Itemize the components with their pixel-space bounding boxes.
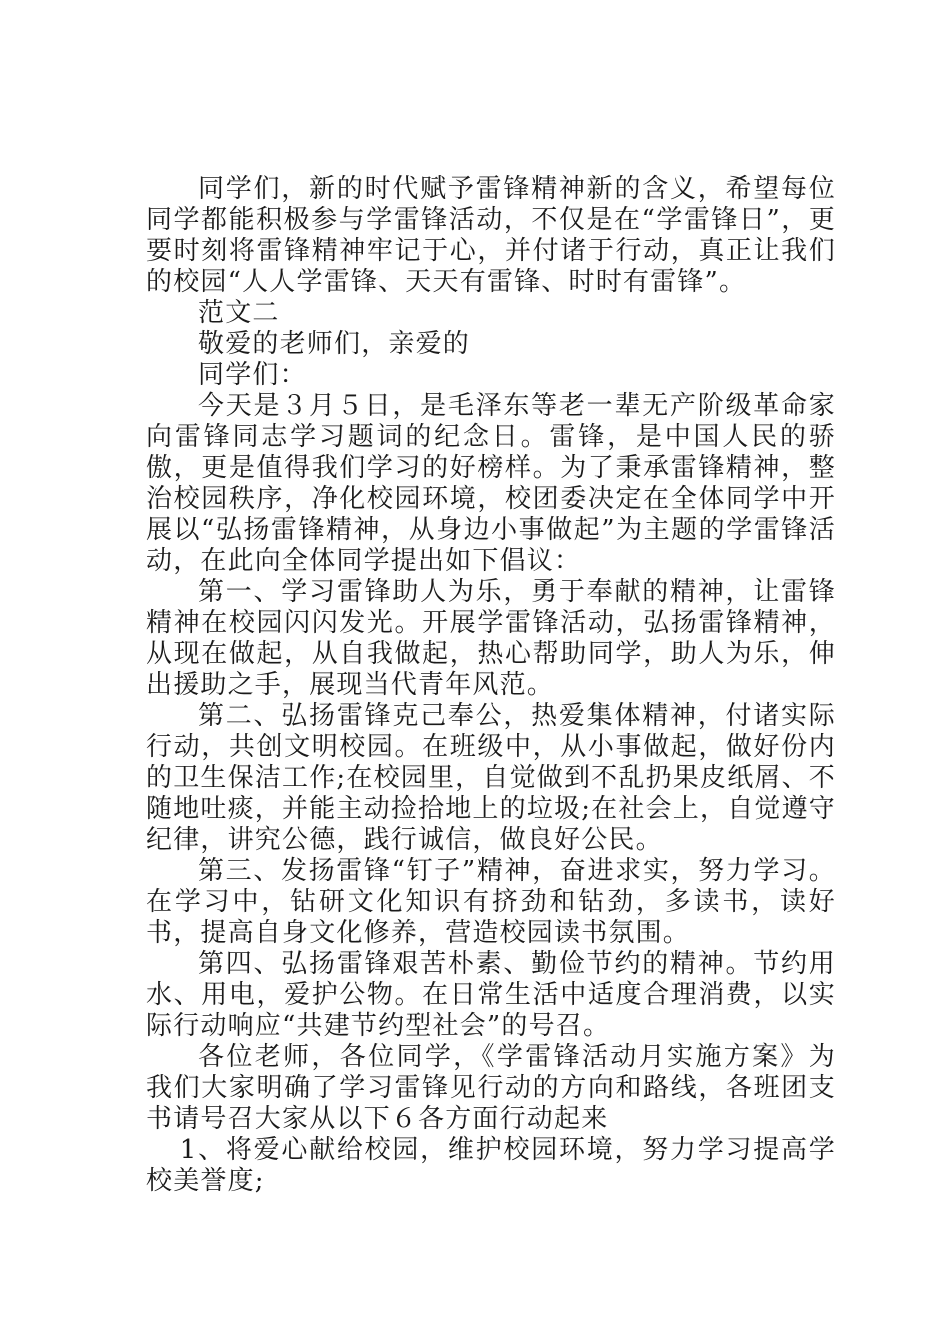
list-item-one: 1、将爱心献给校园，维护校园环境，努力学习提高学校美誉度; — [146, 1135, 836, 1196]
paragraph-call-to-action: 各位老师，各位同学，《学雷锋活动月实施方案》为我们大家明确了学习雷锋见行动的方向和路线，各班团支书请号召大家从以下６各方面行动起来 — [146, 1042, 836, 1134]
paragraph-closing-appeal: 同学们，新的时代赋予雷锋精神新的含义，希望每位同学都能积极参与学雷锋活动，不仅是在“学雷锋日”，更要时刻将雷锋精神牢记于心，并付诸于行动，真正让我们的校园“人人学雷锋、天天有雷锋、时时有雷锋”。 — [146, 174, 836, 297]
paragraph-proposal-three: 第三、发扬雷锋“钉子”精神，奋进求实，努力学习。在学习中，钻研文化知识有挤劲和钻劲，多读书，读好书，提高自身文化修养，营造校园读书氛围。 — [146, 856, 836, 948]
paragraph-proposal-one: 第一、学习雷锋助人为乐，勇于奉献的精神，让雷锋精神在校园闪闪发光。开展学雷锋活动，弘扬雷锋精神，从现在做起，从自我做起，热心帮助同学，助人为乐，伸出援助之手，展现当代青年风范。 — [146, 577, 836, 700]
paragraph-salutation-continued: 同学们： — [198, 360, 307, 390]
document-body — [146, 174, 836, 1197]
paragraph-salutation: 敬爱的老师们，亲爱的 — [198, 329, 471, 359]
paragraph-proposal-four: 第四、弘扬雷锋艰苦朴素、勤俭节约的精神。节约用水、用电，爱护公物。在日常生活中适度合理消费，以实际行动响应“共建节约型社会”的号召。 — [146, 949, 836, 1041]
paragraph-introduction: 今天是３月５日，是毛泽东等老一辈无产阶级革命家向雷锋同志学习题词的纪念日。雷锋，是中国人民的骄傲，更是值得我们学习的好榜样。为了秉承雷锋精神，整治校园秩序，净化校园环境，校团委决定在全体同学中开展以“弘扬雷锋精神，从身边小事做起”为主题的学雷锋活动，在此向全体同学提出如下倡议： — [146, 391, 836, 576]
paragraph-proposal-two: 第二、弘扬雷锋克己奉公，热爱集体精神，付诸实际行动，共创文明校园。在班级中，从小事做起，做好份内的卫生保洁工作;在校园里，自觉做到不乱扔果皮纸屑、不随地吐痰，并能主动捡拾地上的垃圾;在社会上，自觉遵守纪律，讲究公德，践行诚信，做良好公民。 — [146, 701, 836, 855]
paragraph-sample-two-heading: 范文二 — [198, 298, 280, 328]
